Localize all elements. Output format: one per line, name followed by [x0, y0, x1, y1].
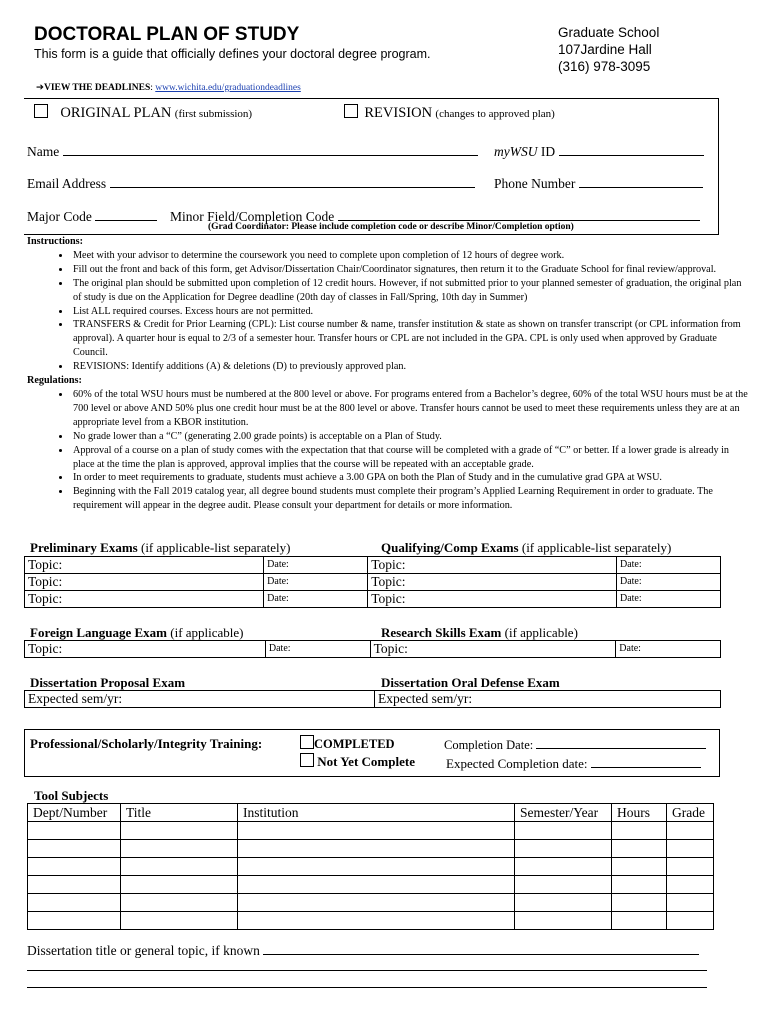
major-code-label: Major Code	[27, 209, 92, 224]
qual-topic-cell[interactable]: Topic:	[368, 557, 617, 574]
prelim-date-cell[interactable]: Date:	[264, 557, 368, 574]
major-code-field[interactable]	[27, 207, 157, 225]
foreign-language-heading	[30, 625, 244, 641]
defense-expected-cell[interactable]: Expected sem/yr:	[375, 691, 721, 708]
table-row[interactable]	[28, 912, 714, 930]
training-not-complete-option[interactable]	[300, 753, 415, 770]
not-complete-checkbox[interactable]	[300, 753, 314, 767]
research-skills-note: (if applicable)	[504, 625, 578, 640]
language-research-table	[24, 640, 721, 658]
table-row[interactable]	[28, 840, 714, 858]
dissertation-topic-line-3[interactable]	[27, 987, 707, 988]
original-plan-checkbox[interactable]	[34, 104, 48, 118]
deadline-note: ➔VIEW THE DEADLINES: www.wichita.edu/graduationdeadlines	[36, 83, 301, 93]
prelim-topic-cell[interactable]: Topic:	[25, 557, 264, 574]
address-line-building: 107Jardine Hall	[558, 42, 652, 57]
training-completed-option[interactable]	[300, 735, 395, 752]
deadline-link[interactable]: www.wichita.edu/graduationdeadlines	[155, 83, 301, 93]
regulation-item: • Approval of a course on a plan of study comes with the expectation that that course will be completed with a grade of “C” or better. If a lower grade is already in place at the time the plan is approved, approval implies that the course will be repeated with an acceptable grade.	[71, 444, 749, 472]
email-field[interactable]	[27, 174, 475, 192]
name-line[interactable]	[63, 142, 478, 156]
prelim-topic-cell[interactable]: Topic:	[25, 591, 264, 608]
regulations-heading: Regulations:	[27, 375, 82, 387]
instruction-item: • REVISIONS: Identify additions (A) & deletions (D) to previously approved plan.	[71, 360, 749, 374]
table-row	[25, 641, 721, 658]
phone-line[interactable]	[579, 174, 703, 188]
foreign-topic-cell[interactable]: Topic:	[25, 641, 266, 658]
original-plan-option[interactable]	[34, 104, 252, 122]
foreign-language-note: (if applicable)	[170, 625, 244, 640]
preliminary-exams-title: Preliminary Exams	[30, 540, 138, 555]
original-plan-label: ORIGINAL PLAN	[60, 105, 172, 121]
research-skills-heading	[381, 625, 578, 641]
mywsu-id-line[interactable]	[559, 142, 704, 156]
regulation-item: • No grade lower than a “C” (generating 2.00 grade points) is acceptable on a Plan of Study.	[71, 430, 749, 444]
completion-date-field[interactable]	[444, 735, 706, 753]
preliminary-exams-heading	[30, 540, 290, 556]
office-address	[558, 24, 659, 75]
preliminary-exams-note: (if applicable-list separately)	[140, 540, 291, 555]
table-row[interactable]	[28, 858, 714, 876]
col-grade: Grade	[667, 804, 714, 822]
proposal-expected-cell[interactable]: Expected sem/yr:	[25, 691, 375, 708]
expected-completion-line[interactable]	[591, 754, 701, 768]
instruction-item: • Meet with your advisor to determine the coursework you need to complete upon completion of 12 hours of degree work.	[71, 249, 749, 263]
qual-topic-cell[interactable]: Topic:	[368, 574, 617, 591]
tool-subjects-table	[27, 803, 714, 930]
defense-exam-title: Dissertation Oral Defense Exam	[381, 675, 560, 690]
mywsu-label: myWSU	[494, 144, 538, 159]
id-label: ID	[537, 144, 556, 159]
grad-coordinator-note: (Grad Coordinator: Please include completion code or describe Minor/Completion option)	[208, 222, 574, 232]
completion-date-line[interactable]	[536, 735, 706, 749]
table-row	[25, 691, 721, 708]
dissertation-topic-line[interactable]	[263, 941, 699, 955]
regulations-list	[27, 388, 749, 513]
address-line-phone: (316) 978-3095	[558, 59, 651, 74]
revision-note: (changes to approved plan)	[435, 108, 555, 120]
table-row[interactable]	[28, 876, 714, 894]
original-plan-note: (first submission)	[174, 108, 253, 120]
prelim-date-cell[interactable]: Date:	[264, 574, 368, 591]
prelim-qualifying-table	[24, 556, 721, 608]
dissertation-topic-line-2[interactable]	[27, 970, 707, 971]
table-row	[25, 574, 721, 591]
prelim-date-cell[interactable]: Date:	[264, 591, 368, 608]
phone-field[interactable]	[494, 174, 703, 192]
col-semester-year: Semester/Year	[515, 804, 612, 822]
instructions-list	[27, 249, 749, 374]
qual-topic-cell[interactable]: Topic:	[368, 591, 617, 608]
dissertation-topic-field[interactable]	[27, 941, 699, 959]
table-header-row	[28, 804, 714, 822]
proposal-exam-title: Dissertation Proposal Exam	[30, 675, 186, 690]
qualifying-exams-title: Qualifying/Comp Exams	[381, 540, 519, 555]
col-institution: Institution	[238, 804, 515, 822]
table-row[interactable]	[28, 894, 714, 912]
qual-date-cell[interactable]: Date:	[616, 557, 720, 574]
not-complete-label: Not Yet Complete	[317, 754, 415, 769]
mywsu-id-field[interactable]	[494, 142, 704, 160]
foreign-language-title: Foreign Language Exam	[30, 625, 167, 640]
qual-date-cell[interactable]: Date:	[616, 574, 720, 591]
qual-date-cell[interactable]: Date:	[616, 591, 720, 608]
email-line[interactable]	[110, 174, 475, 188]
table-row	[25, 557, 721, 574]
minor-field-line[interactable]	[338, 207, 700, 221]
dissertation-topic-label: Dissertation title or general topic, if known	[27, 943, 260, 958]
name-field[interactable]	[27, 142, 478, 160]
instructions-heading: Instructions:	[27, 236, 84, 247]
expected-completion-field[interactable]	[446, 754, 701, 772]
completed-checkbox[interactable]	[300, 735, 314, 749]
major-code-line[interactable]	[95, 207, 157, 221]
address-line-office: Graduate School	[558, 25, 660, 40]
col-title: Title	[121, 804, 238, 822]
research-topic-cell[interactable]: Topic:	[370, 641, 616, 658]
dissertation-exam-table	[24, 690, 721, 708]
research-skills-title: Research Skills Exam	[381, 625, 502, 640]
col-dept-number: Dept/Number	[28, 804, 121, 822]
arrow-right-icon: ➔	[36, 83, 44, 93]
deadline-label: VIEW THE DEADLINES	[43, 83, 151, 93]
instruction-item: • List ALL required courses. Excess hours are not permitted.	[71, 305, 749, 319]
instruction-item: • Fill out the front and back of this form, get Advisor/Dissertation Chair/Coordinator signatures, then return it to the Graduate School for final review/approval.	[71, 263, 749, 277]
instructions-section	[27, 235, 749, 513]
completed-label: COMPLETED	[314, 737, 395, 751]
table-row[interactable]	[28, 822, 714, 840]
regulation-item: • 60% of the total WSU hours must be numbered at the 800 level or above. For programs entered from a Bachelor’s degree, 60% of the total WSU hours must be at the 700 level or above AND 50% plus one credit hour must be at the 800 level or above. Transfer hours cannot be used to meet these requirements unless they are at an appropriate level from a KBOR institution.	[71, 388, 749, 430]
instruction-item: • The original plan should be submitted upon completion of 12 credit hours. However, if not submitted prior to your planned semester of graduation, the original plan of study is due on the Application for Degree deadline (20th day of classes in Fall/Spring, 10th day in Summer)	[71, 277, 749, 305]
completion-date-label: Completion Date:	[444, 738, 534, 752]
revision-option[interactable]	[344, 104, 555, 122]
table-row	[25, 591, 721, 608]
training-label: Professional/Scholarly/Integrity Training:	[30, 736, 263, 751]
page-subtitle: This form is a guide that officially defines your doctoral degree program.	[34, 47, 431, 61]
page-title: DOCTORAL PLAN OF STUDY	[34, 24, 300, 45]
minor-field-label: Minor Field/Completion Code	[170, 209, 335, 224]
regulation-item: • In order to meet requirements to graduate, students must achieve a 3.00 GPA on both the Plan of Study and in the cumulative grad GPA at WSU.	[71, 471, 749, 485]
research-date-cell[interactable]: Date:	[616, 641, 721, 658]
revision-label: REVISION	[364, 105, 433, 121]
foreign-date-cell[interactable]: Date:	[265, 641, 370, 658]
revision-checkbox[interactable]	[344, 104, 358, 118]
instruction-item: • TRANSFERS & Credit for Prior Learning (CPL): List course number & name, transfer institution & state as shown on transfer transcript (or CPL information from approval). A quarter hour is equal to 2/3 of a semester hour. Transfer hours or CPL are not included in the GPA. CPL is only used when approved by Graduate Council.	[71, 318, 749, 360]
expected-completion-label: Expected Completion date:	[446, 756, 588, 771]
email-label: Email Address	[27, 176, 107, 191]
tool-subjects-title: Tool Subjects	[34, 788, 109, 803]
col-hours: Hours	[612, 804, 667, 822]
qualifying-exams-note: (if applicable-list separately)	[521, 540, 672, 555]
regulation-item: • Beginning with the Fall 2019 catalog year, all degree bound students must complete their program’s Applied Learning Requirement in order to graduate. The requirement will appear in the degree audit. Please consult your department for details or more information.	[71, 485, 749, 513]
phone-label: Phone Number	[494, 176, 576, 191]
prelim-topic-cell[interactable]: Topic:	[25, 574, 264, 591]
name-label: Name	[27, 144, 60, 159]
qualifying-exams-heading	[381, 540, 671, 556]
